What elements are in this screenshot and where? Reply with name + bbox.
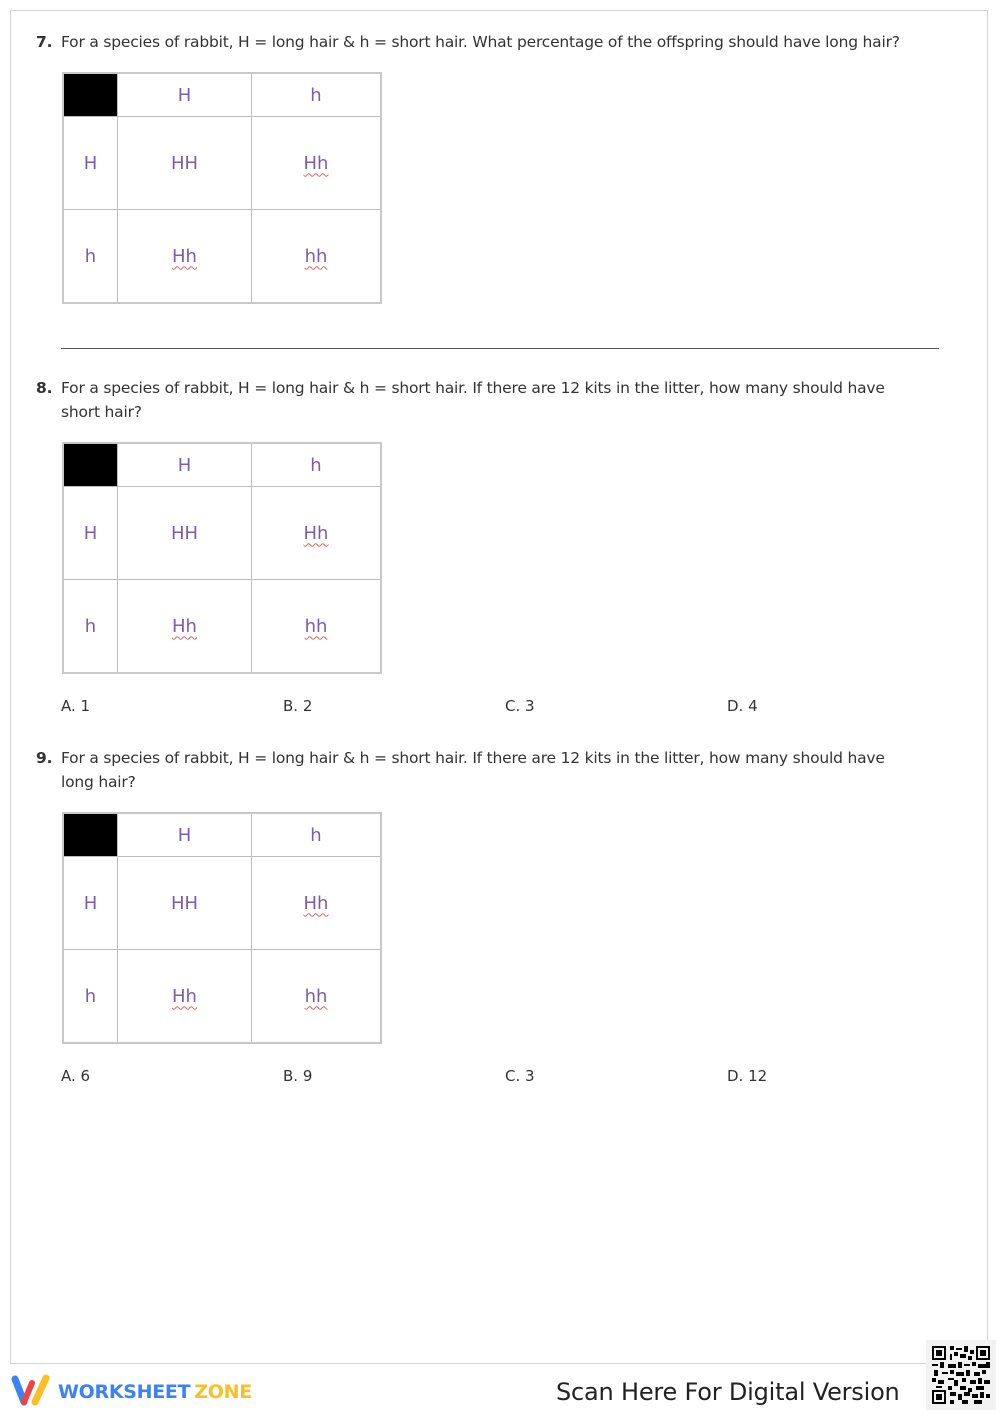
genotype-cell: HH [118,857,252,950]
genotype-cell [252,210,382,304]
choice-d[interactable]: D. 12 [727,1067,768,1085]
genotype-cell [252,950,382,1044]
choice-a[interactable]: A. 6 [61,1067,91,1085]
answer-choices [61,1067,861,1091]
punnett-square [62,72,382,304]
choice-c[interactable]: C. 3 [505,697,535,715]
question-prompt-line1: For a species of rabbit, H = long hair & h = short hair. If there are 12 kits in the litter, how many should have [61,379,885,397]
question-number: 8. [36,379,53,397]
question-8 [36,376,936,424]
col-header: H [118,443,252,487]
choice-b[interactable]: B. 9 [283,1067,313,1085]
punnett-corner [63,443,118,487]
choice-c[interactable]: C. 3 [505,1067,535,1085]
logo-word-zone: ZONE [194,1381,252,1403]
col-header: H [118,73,252,117]
choice-b[interactable]: B. 2 [283,697,313,715]
answer-line [61,348,939,349]
punnett-corner [63,813,118,857]
genotype-text: Hh [303,522,329,544]
genotype-text: Hh [172,245,197,267]
genotype-text: hh [304,615,328,637]
genotype-cell: HH [118,117,252,210]
genotype-cell: HH [118,487,252,580]
genotype-text: Hh [303,152,329,174]
scan-caption: Scan Here For Digital Version [556,1378,900,1406]
genotype-cell [252,487,382,580]
col-header: h [252,443,382,487]
genotype-cell [118,950,252,1044]
question-prompt-line1: For a species of rabbit, H = long hair & h = short hair. If there are 12 kits in the litter, how many should have [61,749,885,767]
genotype-text: Hh [172,615,197,637]
logo-wordmark [58,1381,252,1403]
row-header: H [63,487,118,580]
punnett-square [62,812,382,1044]
question-7 [36,30,936,54]
col-header: H [118,813,252,857]
answer-choices [61,697,861,721]
question-prompt: For a species of rabbit, H = long hair & h = short hair. What percentage of the offspring should have long hair? [61,33,900,51]
row-header: h [63,210,118,304]
row-header: h [63,580,118,674]
logo-word-worksheet: WORKSHEET [58,1381,191,1403]
genotype-text: Hh [303,892,329,914]
genotype-text: hh [304,985,328,1007]
col-header: h [252,73,382,117]
choice-d[interactable]: D. 4 [727,697,758,715]
question-text [36,746,936,794]
row-header: H [63,117,118,210]
question-9 [36,746,936,794]
worksheetzone-logo[interactable] [10,1375,252,1409]
choice-a[interactable]: A. 1 [61,697,91,715]
col-header: h [252,813,382,857]
question-number: 9. [36,749,53,767]
row-header: H [63,857,118,950]
qr-code-icon[interactable] [926,1340,996,1410]
genotype-cell [118,580,252,674]
genotype-cell [252,580,382,674]
question-prompt-line2: long hair? [61,773,136,791]
punnett-corner [63,73,118,117]
genotype-text: Hh [172,985,197,1007]
genotype-cell [252,857,382,950]
punnett-square [62,442,382,674]
question-number: 7. [36,33,53,51]
genotype-cell [118,210,252,304]
row-header: h [63,950,118,1044]
question-prompt-line2: short hair? [61,403,142,421]
question-text [36,376,936,424]
question-text [36,30,936,54]
genotype-cell [252,117,382,210]
genotype-text: hh [304,245,328,267]
worksheetzone-w-logo-icon [10,1373,52,1411]
